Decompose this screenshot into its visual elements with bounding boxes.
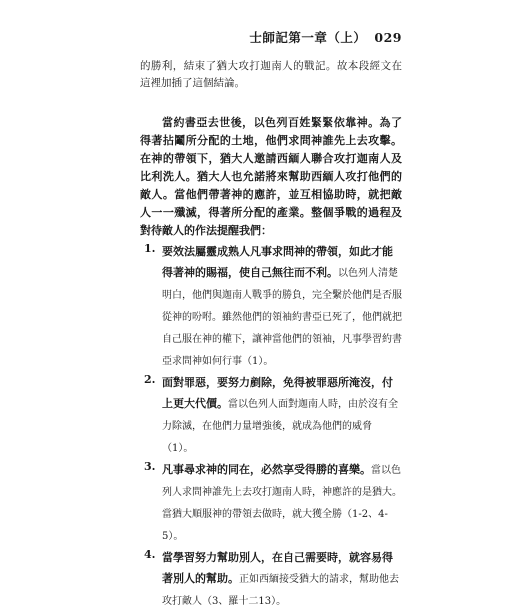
list-item xyxy=(140,240,402,371)
list-item-detail: 當以色列人面對迦南人時，由於沒有全力除滅，在他們力量增強後，就成為他們的威脅（1）。 xyxy=(162,399,398,454)
list-item-lead: 面對罪惡，要努力剷除，免得被罪惡所淹沒，付上更大代價。 xyxy=(162,376,393,410)
page-number: 029 xyxy=(374,30,402,45)
application-list xyxy=(140,240,402,611)
list-item-lead: 凡事尋求神的同在，必然享受得勝的喜樂。 xyxy=(162,463,371,476)
commentary-paragraph: 的勝利，結束了猶大攻打迦南人的戰記。故本段經文在這裡加插了這個結論。 xyxy=(140,60,402,89)
chapter-title: 士師記第一章（上） xyxy=(249,30,367,45)
list-item-detail: 以色列人清楚明白，他們與迦南人戰爭的勝負，完全繫於他們是否服從神的吩咐。雖然他們的領袖約書亞已死了，他們就把自己服在神的權下，讓神當他們的領袖，凡事學習約書亞求問神如何行事（1）。 xyxy=(162,268,402,367)
list-item xyxy=(140,371,402,458)
running-header xyxy=(249,28,402,46)
list-item-number: 4. xyxy=(144,548,156,561)
list-item-number: 3. xyxy=(144,460,156,473)
list-item-lead: 要效法屬靈成熟人凡事求問神的帶領，如此才能得著神的賜福，使自己無往而不利。 xyxy=(162,245,393,279)
list-item-number: 2. xyxy=(144,373,156,386)
main-paragraph: 當約書亞去世後，以色列百姓緊緊依靠神。為了得著拈鬮所分配的土地，他們求問神誰先上去攻擊。在神的帶領下，猶大人邀請西緬人聯合攻打迦南人及比利洗人。猶大人也允諾將來幫助西緬人攻打他們的敵人。當他們帶著神的應許，並互相協助時，就把敵人一一殲滅，得著所分配的產業。整個爭戰的過程及對待敵人的作法提醒我們： xyxy=(140,116,402,237)
list-item xyxy=(140,546,402,611)
list-item-detail: 正如西緬接受猶大的請求，幫助他去攻打敵人（3、羅十二13）。 xyxy=(162,574,399,607)
list-item-number: 1. xyxy=(144,242,156,255)
list-item xyxy=(140,458,402,546)
list-item-lead: 當學習努力幫助別人，在自己需要時，就容易得著別人的幫助。 xyxy=(162,551,393,585)
page-body xyxy=(140,58,402,611)
list-item-detail: 當以色列人求問神誰先上去攻打迦南人時，神應許的是猶大。當猶大順服神的帶領去做時，就大獲全勝（1-2、4-5）。 xyxy=(162,465,402,542)
